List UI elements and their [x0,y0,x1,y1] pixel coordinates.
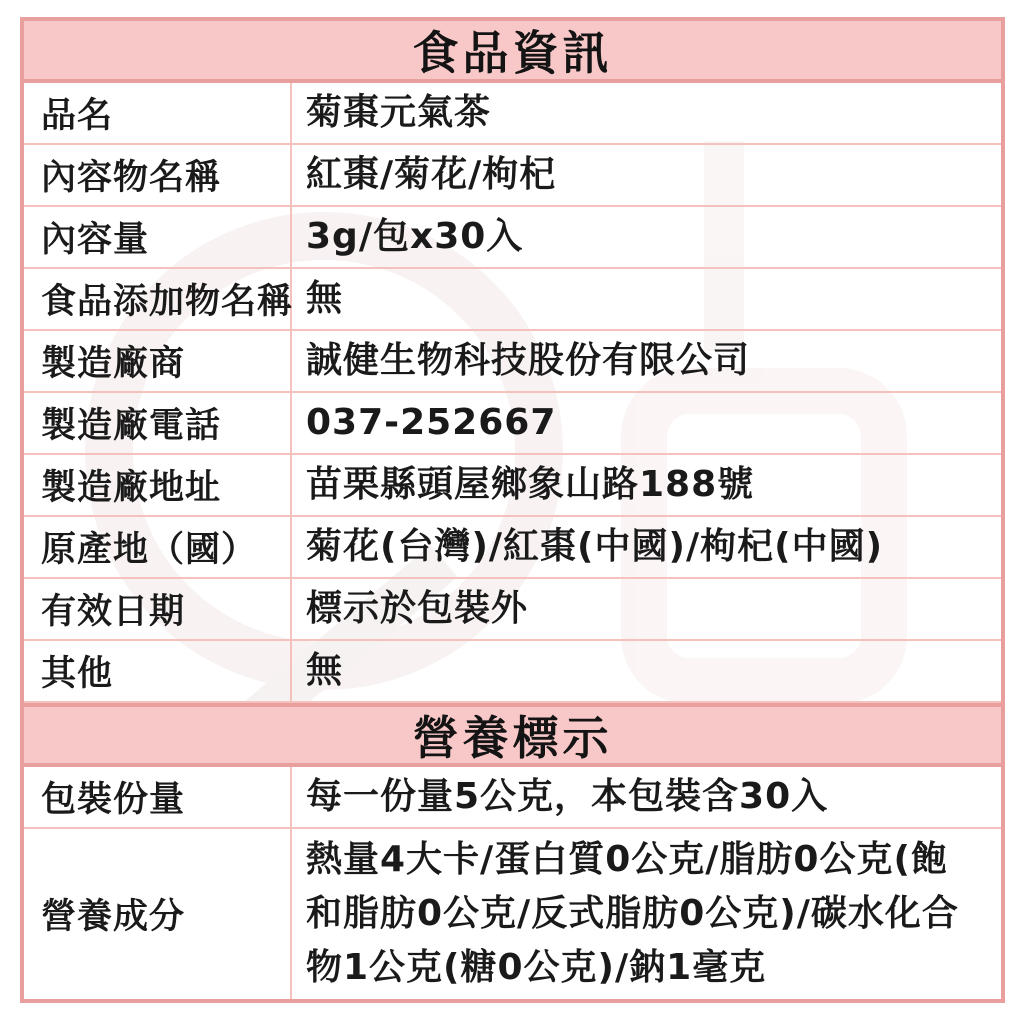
row-label: 製造廠電話 [24,393,292,453]
row-value: 紅棗/菊花/枸杞 [306,154,557,195]
row-label: 有效日期 [24,579,292,639]
row-label: 包裝份量 [24,767,292,827]
table-row-nutrition-facts [24,829,1001,999]
section-title-food-info: 食品資訊 [412,26,613,80]
row-label: 內容物名稱 [24,145,292,205]
row-value: 標示於包裝外 [306,588,529,629]
row-value: 菊棗元氣茶 [306,92,492,133]
row-label: 原產地（國） [24,517,292,577]
row-value: 菊花(台灣)/紅棗(中國)/枸杞(中國) [306,526,884,567]
row-value: 3g/包x30入 [306,216,524,257]
row-value: 熱量4大卡/蛋白質0公克/脂肪0公克(飽和脂肪0公克/反式脂肪0公克)/碳水化合物1公克(糖0公克)/鈉1毫克 [306,839,959,988]
table-row-expiry-date [24,579,1001,641]
row-label: 製造廠商 [24,331,292,391]
row-label: 內容量 [24,207,292,267]
table-row-additives [24,269,1001,331]
row-value: 037-252667 [306,402,557,443]
row-label: 食品添加物名稱 [24,269,292,329]
food-info-table [20,17,1005,1003]
row-label: 製造廠地址 [24,455,292,515]
table-row-origin-country [24,517,1001,579]
section-title-nutrition: 營養標示 [412,711,613,765]
table-row-manufacturer-address [24,455,1001,517]
row-value: 誠健生物科技股份有限公司 [306,340,751,381]
table-row-net-content [24,207,1001,269]
row-value: 每一份量5公克，本包裝含30入 [306,776,829,817]
row-value: 無 [306,278,344,319]
table-row-other [24,641,1001,703]
section-header-nutrition [24,703,1001,767]
table-row-serving-size [24,767,1001,829]
section-header-food-info [24,21,1001,83]
row-value: 無 [306,650,344,691]
row-label: 其他 [24,641,292,701]
table-row-product-name [24,83,1001,145]
table-row-manufacturer [24,331,1001,393]
row-label: 營養成分 [24,829,292,999]
row-value: 苗栗縣頭屋鄉象山路188號 [306,464,755,505]
table-row-manufacturer-phone [24,393,1001,455]
table-row-contents-name [24,145,1001,207]
row-label: 品名 [24,83,292,143]
